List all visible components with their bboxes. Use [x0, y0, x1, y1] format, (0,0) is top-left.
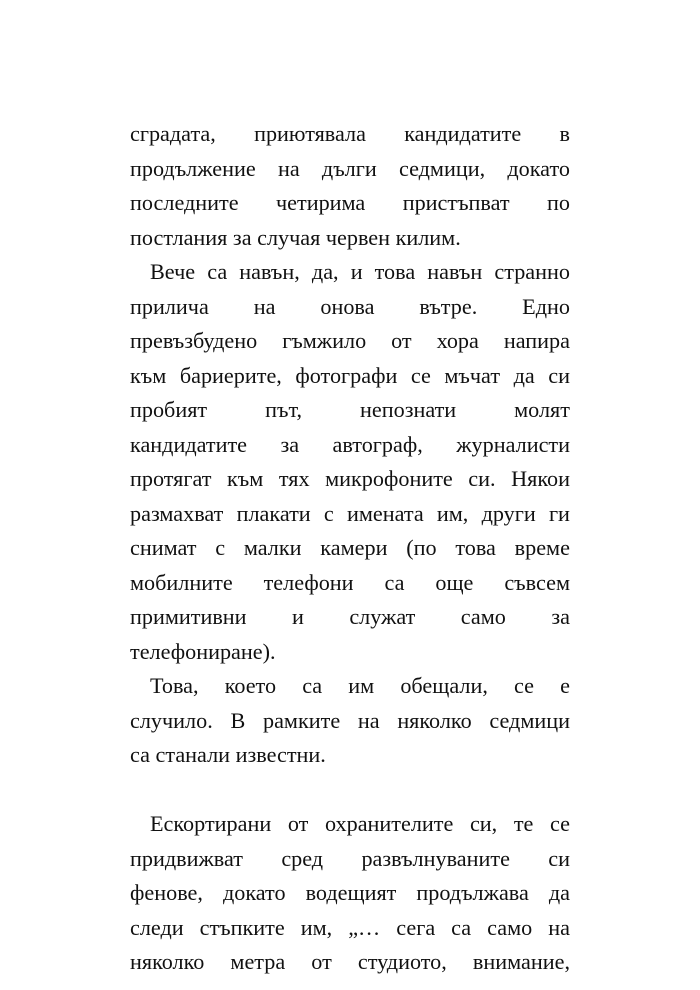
text-line: Вече са навън, да, и това навън странно [150, 259, 570, 284]
text-line: постлания за случая червен килим. [130, 224, 461, 250]
text-line: фенове, докато водещият продължава да [130, 880, 570, 905]
text-line: пробият път, непознати молят [130, 397, 570, 422]
text-line: придвижват сред развълнуваните си [130, 845, 570, 871]
text-line: последните четирима пристъпват по [130, 190, 570, 215]
text-line: снимат с малки камери (по това време [130, 535, 570, 560]
text-line: мобилните телефони са още съвсем [130, 569, 570, 595]
text-line: следи стъпките им, „… сега са само на [130, 914, 570, 940]
text-line: са станали известни. [130, 742, 326, 767]
text-line: кандидатите за автограф, журналисти [130, 431, 570, 457]
text-line: Това, което са им обещали, се е [150, 673, 570, 698]
text-line: примитивни и служат само за [130, 604, 570, 629]
text-line: Ескортирани от охранителите си, те се [150, 811, 570, 836]
text-line: случило. В рамките на няколко седмици [130, 707, 570, 733]
text-line: продължение на дълги седмици, докато [130, 155, 570, 181]
text-line: протягат към тях микрофоните си. Някои [130, 466, 570, 491]
text-line: телефониране). [130, 638, 276, 664]
text-line: към бариерите, фотографи се мъчат да си [130, 362, 570, 388]
text-line: превъзбудено гъмжило от хора напира [130, 328, 570, 353]
paragraph-gap [130, 773, 570, 808]
body-text [130, 117, 570, 980]
text-line: няколко метра от студиото, внимание, [130, 949, 570, 974]
text-line: прилича на онова вътре. Едно [130, 293, 570, 319]
text-line: размахват плакати с имената им, други ги [130, 500, 570, 526]
text-line: сградата, приютявала кандидатите в [130, 121, 570, 146]
